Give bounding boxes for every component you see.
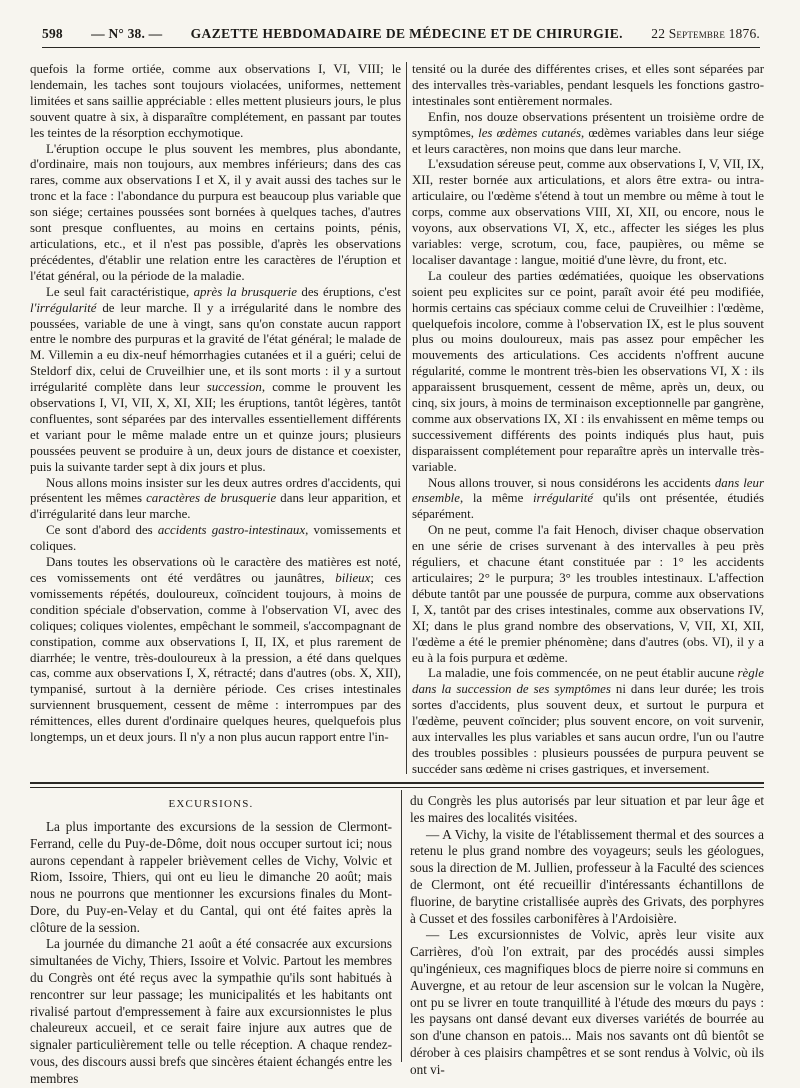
paragraph: La journée du dimanche 21 août a été consacrée aux excursions simultanées de Vichy, Thiers, Issoire et Volvic. Partout les membres du Congrès ont été reçus avec la sympathie qu'ils sont habitués à rencontrer sur leur passage; les municipalités et les habitants ont rivalisé partout d'empressement à faire aux excursionnistes le plus chaleureux accueil, et ce serait faire injure aux autres que de signaler particulièrement telle ou telle réception. A chaque rendez-vous, des discours aussi brefs que sincères étaient échangés entre les membres	[30, 936, 392, 1086]
section-heading: EXCURSIONS.	[168, 798, 254, 810]
column-divider-top	[406, 62, 407, 774]
paragraph: Le seul fait caractéristique, après la brusquerie des éruptions, c'est l'irrégularité de leur marche. Il y a irrégularité dans le nombre des poussées, variable de une à vingt, sans qu'on constate aucun rapport entre le nombre des purpuras et la gravité de l'état général; le malade de M. Villemin a eu dix-neuf hémorrhagies cutanées et il a guéri; celui de Steldorf dix, celui de Cruveilhier une, et ils sont morts : il y a surtout irrégularité complète dans leur succession, comme le prouvent les observations I, VI, VII, X, XI, XII; les éruptions, tantôt légères, tantôt confluentes, sont séparées par des intervalles essentiellement différents et variant pour le même malade entre un et quinze jours; plusieurs poussées peuvent se produire à un, deux jours de distance et coexister, puis la suivante tarder sept à dix jours et plus.	[30, 284, 401, 474]
paragraph: du Congrès les plus autorisés par leur situation et par leur âge et les maires des localités visitées.	[410, 793, 764, 825]
paragraph: — Les excursionnistes de Volvic, après leur visite aux Carrières, d'où l'on extrait, par des procédés aussi simples qu'ingénieux, ces magnifiques blocs de pierre noire si communs en Auvergne, et au retour de leur ascension sur le volcan la Nugère, ont pu se livrer en toute tranquillité à l'étude des mœurs du pays : les paysans ont dansé devant eux diverses variétés de bourrée au son d'une chanson en patois... Mais nos savants ont dû bientôt se dérober à ces plaisirs champêtres et se sont rendus à Volvic, où ils ont vi-	[410, 927, 764, 1077]
article-column-right	[412, 62, 764, 774]
journal-title: GAZETTE HEBDOMADAIRE DE MÉDECINE ET DE CHIRURGIE.	[190, 26, 623, 41]
paragraph: Ce sont d'abord des accidents gastro-intestinaux, vomissements et coliques.	[30, 523, 401, 554]
section-divider	[30, 782, 764, 784]
paragraph: La plus importante des excursions de la session de Clermont-Ferrand, celle du Puy-de-Dôme, doit nous occuper surtout ici; nous aurons cependant à rappeler brièvement celles de Vichy, Volvic et Riom, Issoire, Thiers, qui ont eu lieu le dimanche 20 août; mais nous ne pourrons que mentionner les excursions finales du Mont-Dore, du Puy-en-Velay et du Cantal, qui ont été faites après la clôture de la session.	[30, 818, 392, 935]
excursions-column-left	[30, 793, 392, 1086]
paragraph: La maladie, une fois commencée, on ne peut établir aucune règle dans la succession de ses symptômes ni dans leur durée; les trois sortes d'accidents, plus souvent deux, et surtout le purpura et l'œdème, peuvent coïncider; plus souvent encore, on voit survenir, aux intervalles les plus variables et sans aucun ordre, l'un ou l'autre des troubles possibles : plusieurs poussées de purpura peuvent se succéder sans œdème ni crises gastriques, et inversement.	[412, 666, 764, 776]
issue-number: — N° 38. —	[91, 26, 163, 41]
paragraph: tensité ou la durée des différentes crises, et elles sont séparées par des intervalles très-variables, pendant lesquels les fonctions gastro-intestinales sont entièrement normales.	[412, 62, 764, 108]
issue-date: 22 Septembre 1876.	[651, 26, 760, 41]
paragraph: — A Vichy, la visite de l'établissement thermal et des sources a retenu le plus grand nombre des voyageurs; seuls les géologues, sous la direction de M. Jullien, professeur à la Faculté des sciences de Clermont, ont été recueillir d'intéressants échantillons de fluorine, de barytine cristallisée auprès des Grivats, des porphyres à Cusset et des fossiles carbonifères à l'Ardoisière.	[410, 826, 764, 926]
paragraph: Nous allons trouver, si nous considérons les accidents dans leur ensemble, la même irrégularité qu'ils ont présentée, étudiés séparément.	[412, 475, 764, 522]
paragraph: Dans toutes les observations où le caractère des matières est noté, ces vomissements ont été verdâtres ou jaunâtres, bilieux; ces vomissements répétés, douloureux, coïncident toujours, à moins de condition spéciale d'observation, comme à l'observation VI, avec des coliques; coliques violentes, empêchant le sommeil, s'accompagnant de constipation, comme aux observations I, II, IX, et plus rarement de diarrhée; le ventre, très-douloureux à la pression, a été dans quelques cas, comme aux observations I, X, rétracté; dans d'autres (obs. X, XII), tympanisé, surtout à la dernière période. Ces crises intestinales surviennent brusquement, cessent de même : interrompues par des rémittences, elles durent d'ordinaire quelques heures, quelquefois plus longtemps, un et deux jours. Il n'y a non plus aucun rapport entre l'in-	[30, 555, 401, 745]
page-number: 598	[42, 26, 63, 41]
paragraph: L'éruption occupe le plus souvent les membres, plus abondante, d'ordinaire, mais non toujours, aux membres inférieurs; dans des cas rares, comme aux observations I et X, il y avait aussi des taches sur le tronc et la face : l'abondance du purpura est beaucoup plus variable que son siége; certaines poussées sont bornées à quelques taches, d'autres sont presque confluentes, au moins en certains points, pénis, articulations, etc., et il n'est pas possible, d'après les observations précédentes, d'établir une relation entre les caractères de l'éruption et l'état général, ou la période de la maladie.	[30, 141, 401, 283]
excursions-column-right	[410, 793, 764, 1077]
article-column-left	[30, 62, 401, 774]
paragraph: quefois la forme ortiée, comme aux observations I, VI, VIII; le lendemain, les taches sont toujours violacées, uniformes, nettement limitées et sans saillie appréciable : elles mettent plusieurs jours, le plus souvent quatre à six, à disparaître complétement, en passant par toutes les teintes de la résorption ecchymotique.	[30, 62, 401, 140]
page-header	[42, 26, 760, 48]
paragraph: Enfin, nos douze observations présentent un troisième ordre de symptômes, les œdèmes cutanés, œdèmes variables dans leur siége et leurs caractères, non moins que dans leur marche.	[412, 109, 764, 156]
paragraph: L'exsudation séreuse peut, comme aux observations I, V, VII, IX, XII, rester bornée aux articulations, et alors être extra- ou intra-articulaire, ou l'œdème s'étend à tout un membre ou même à tout le corps, comme aux observations VIII, XI, XII, ou encore, nous le voyons, aux observations VI, X, etc., affecter les siéges les plus variables: verge, scrotum, cou, face, paupières, ou même se localiser davantage : langue, moitié d'une lèvre, du front, etc.	[412, 157, 764, 267]
section-divider-thin	[30, 787, 764, 788]
column-divider-bottom	[401, 790, 402, 1062]
paragraph: On ne peut, comme l'a fait Henoch, diviser chaque observation en une série de crises survenant à des intervalles à peu près réguliers, et chacune étant constituée par : 1° les accidents articulaires; 2° le purpura; 3° les troubles intestinaux. L'affection débute tantôt par une poussée de purpura, comme aux observations I, X, tantôt par des crises intestinales, comme aux observations IV, XI; dans le plus grand nombre des observations, V, VII, XI, XII, l'œdème a été le premier phénomène; dans d'autres (obs. VI), il y a eu à la fois purpura et œdème.	[412, 523, 764, 665]
paragraph: La couleur des parties œdématiées, quoique les observations soient peu explicites sur ce point, paraît avoir été peu modifiée, hormis certains cas spéciaux comme celui de Cruveilhier : l'œdème, quelquefois incolore, comme à l'observation IX, est le plus souvent plus ou moins douloureux, mais pas assez pour empêcher les mouvements des articulations. Ces accidents n'offrent aucune régularité, comme le montrent très-bien les observations VI, X : ils apparaissent brusquement, cessent de même, après un, deux, ou cinq, six jours, à moins de terminaison exceptionnelle par gangrène, comme aux observations IX, XI : ils envahissent en même temps ou successivement différents des points indiqués plus haut, puis disparaissent complétement pour reparaître après un intervalle très-variable.	[412, 268, 764, 474]
paragraph: Nous allons moins insister sur les deux autres ordres d'accidents, qui présentent les mêmes caractères de brusquerie dans leur apparition, et d'irrégularité dans leur marche.	[30, 475, 401, 522]
